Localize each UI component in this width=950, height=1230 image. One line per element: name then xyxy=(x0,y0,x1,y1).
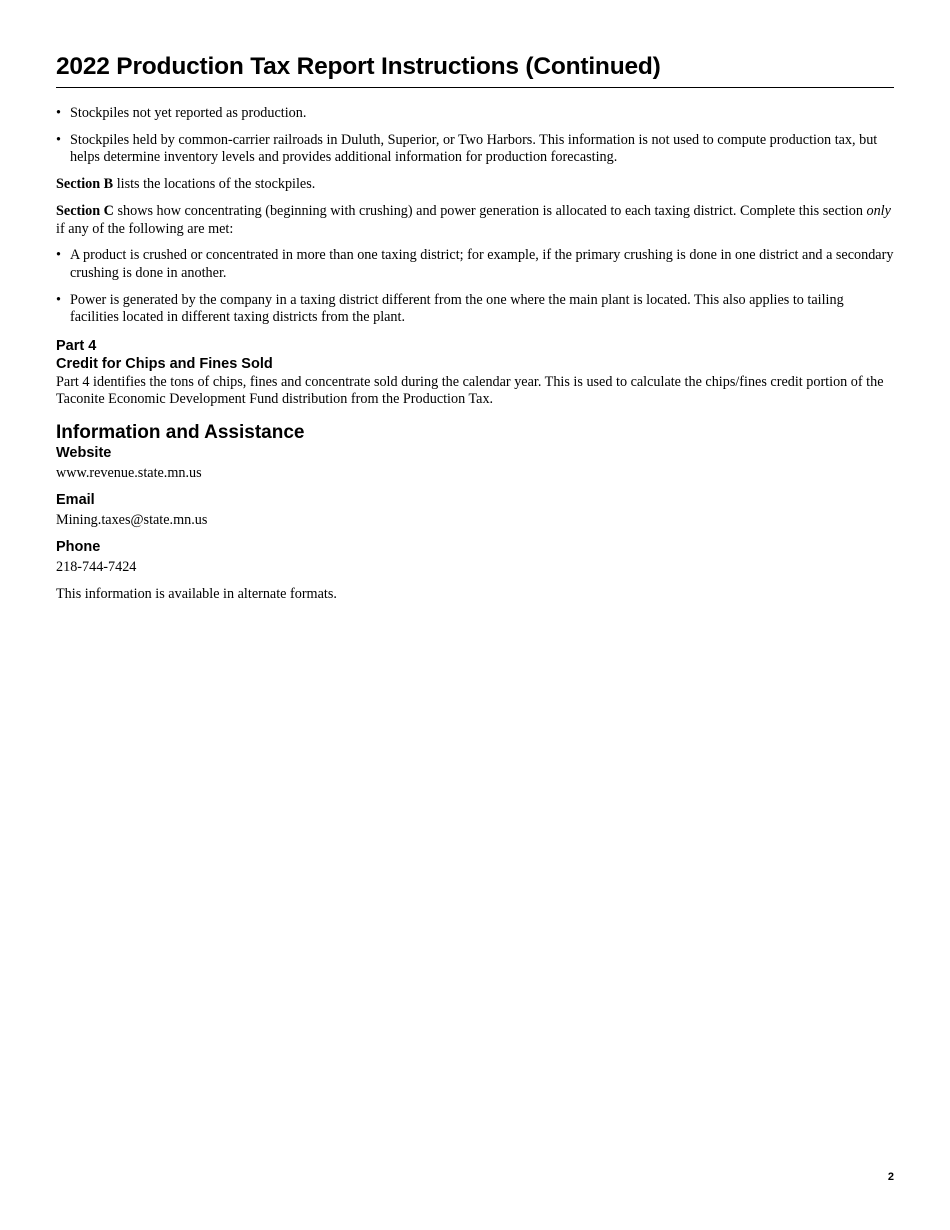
condition-list xyxy=(56,247,894,326)
email-label: Email xyxy=(56,492,95,509)
list-item-text: Power is generated by the company in a taxing district different from the one where the main plant is located. This also applies to tailing facilities located in different taxing districts from the plant. xyxy=(70,291,844,326)
phone-value: 218-744-7424 xyxy=(56,558,137,575)
list-item xyxy=(56,105,894,122)
part4-text: Part 4 identifies the tons of chips, fines and concentrate sold during the calendar year. This is used to calculate the chips/fines credit portion of the Taconite Economic Development Fund distribution from the Production Tax. xyxy=(56,373,884,407)
section-b-label: Section B xyxy=(56,176,114,193)
phone-label: Phone xyxy=(56,539,101,556)
section-c-text-1: shows how concentrating (beginning with crushing) and power generation is allocated to each taxing district. Complete this section xyxy=(113,203,867,220)
part4-subheading: Credit for Chips and Fines Sold xyxy=(56,356,273,373)
section-c-label: Section C xyxy=(56,203,114,220)
page-number: 2 xyxy=(887,1171,894,1183)
list-item-text: A product is crushed or concentrated in more than one taxing district; for example, if the primary crushing is done in one district and a secondary crushing is done in another. xyxy=(70,247,894,281)
info-section xyxy=(56,422,894,603)
bullet-icon: • xyxy=(56,105,61,121)
section-b-paragraph xyxy=(56,176,894,193)
list-item-text: Stockpiles not yet reported as production. xyxy=(70,105,307,121)
website-label: Website xyxy=(56,445,112,462)
info-heading: Information and Assistance xyxy=(56,422,305,444)
list-item-text: Stockpiles held by common-carrier railroads in Duluth, Superior, or Two Harbors. This information is not used to compute production tax, but helps determine inventory levels and provides additional information for production forecasting. xyxy=(70,131,878,166)
stockpile-section xyxy=(56,105,894,327)
section-c-text-2: if any of the following are met: xyxy=(56,220,234,237)
list-item xyxy=(56,247,894,282)
website-value[interactable]: www.revenue.state.mn.us xyxy=(56,464,202,481)
alternate-formats-note: This information is available in alternate formats. xyxy=(56,586,337,603)
page-title: 2022 Production Tax Report Instructions (Continued) xyxy=(56,52,894,88)
bullet-icon: • xyxy=(56,131,61,148)
document-page xyxy=(56,52,894,604)
list-item xyxy=(56,132,894,167)
part4-heading: Part 4 xyxy=(56,337,97,354)
section-c-emphasis: only xyxy=(866,203,891,220)
part4-section xyxy=(56,337,894,409)
list-item xyxy=(56,292,894,327)
email-value[interactable]: Mining.taxes@state.mn.us xyxy=(56,511,208,528)
section-b-text: lists the locations of the stockpiles. xyxy=(113,176,316,193)
bullet-icon: • xyxy=(56,291,61,308)
stockpile-list xyxy=(56,105,894,167)
section-c-paragraph xyxy=(56,203,894,238)
bullet-icon: • xyxy=(56,247,61,264)
